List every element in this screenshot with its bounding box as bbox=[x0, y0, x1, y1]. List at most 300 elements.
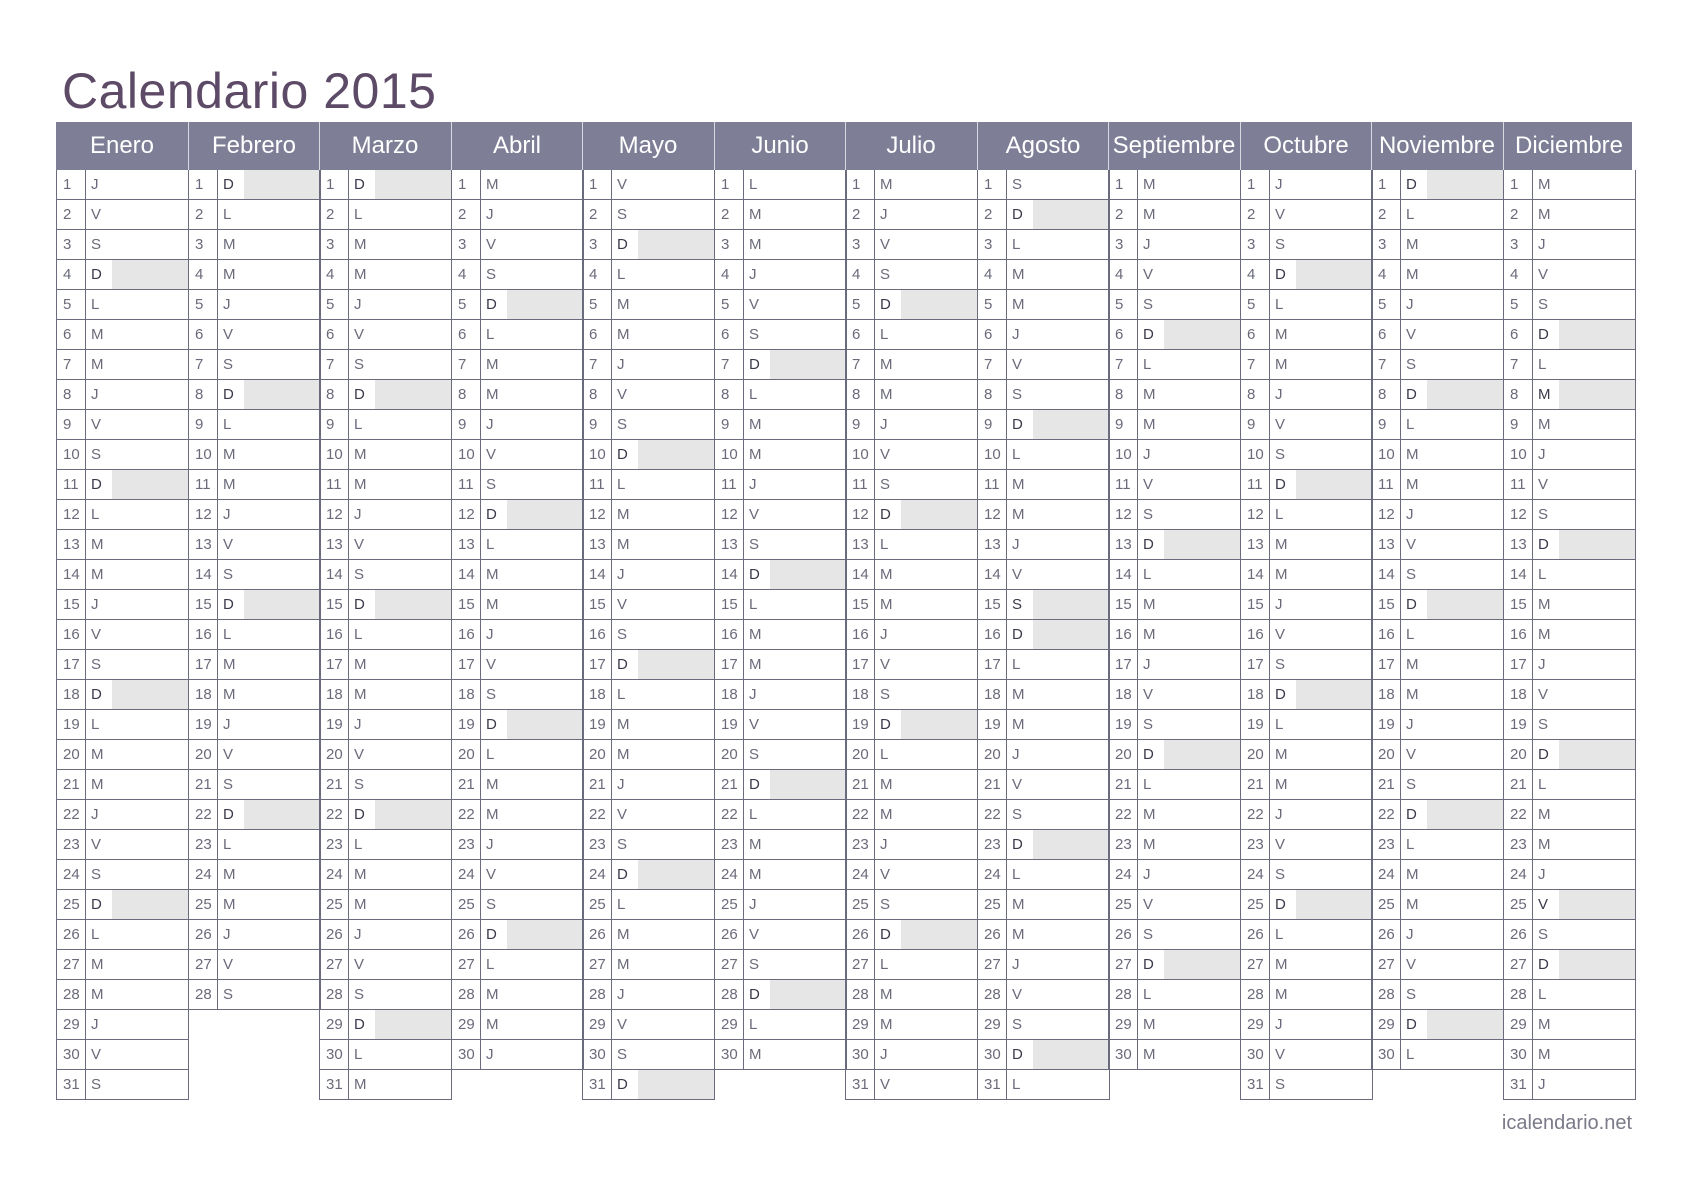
day-row bbox=[1503, 530, 1636, 560]
day-row bbox=[188, 290, 321, 320]
note-cell bbox=[375, 350, 451, 379]
cell-divider bbox=[1006, 260, 1007, 289]
day-row bbox=[451, 170, 584, 200]
cell-divider bbox=[217, 200, 218, 229]
note-cell bbox=[638, 770, 714, 799]
weekday-letter: S bbox=[1143, 926, 1154, 943]
weekday-letter: J bbox=[880, 626, 888, 643]
note-cell bbox=[1033, 380, 1109, 409]
day-row bbox=[188, 320, 321, 350]
day-row bbox=[1503, 620, 1636, 650]
cell-divider bbox=[743, 470, 744, 499]
weekday-letter: S bbox=[617, 626, 628, 643]
note-cell bbox=[1033, 260, 1109, 289]
day-row bbox=[1108, 920, 1241, 950]
note-cell bbox=[1033, 350, 1109, 379]
note-cell bbox=[638, 290, 714, 319]
month-header-bar bbox=[56, 122, 1632, 170]
note-cell bbox=[1033, 740, 1109, 769]
cell-divider bbox=[611, 1010, 612, 1039]
day-row bbox=[845, 620, 978, 650]
weekday-letter: M bbox=[880, 386, 893, 403]
day-row bbox=[1108, 410, 1241, 440]
day-row bbox=[56, 1040, 189, 1070]
note-cell bbox=[1033, 680, 1109, 709]
day-row bbox=[714, 260, 847, 290]
day-row bbox=[451, 560, 584, 590]
day-number: 1 bbox=[1510, 176, 1519, 193]
day-number: 27 bbox=[984, 956, 1001, 973]
day-number: 10 bbox=[326, 446, 343, 463]
note-cell bbox=[901, 290, 977, 319]
weekday-letter: L bbox=[749, 806, 758, 823]
note-cell bbox=[1559, 380, 1635, 409]
day-number: 6 bbox=[1510, 326, 1519, 343]
day-number: 7 bbox=[721, 356, 730, 373]
cell-divider bbox=[874, 770, 875, 799]
weekday-letter: M bbox=[486, 1016, 499, 1033]
note-cell bbox=[1033, 890, 1109, 919]
note-cell bbox=[638, 440, 714, 469]
weekday-letter: M bbox=[1143, 176, 1156, 193]
day-number: 26 bbox=[1247, 926, 1264, 943]
day-number: 1 bbox=[195, 176, 204, 193]
note-cell bbox=[1033, 200, 1109, 229]
cell-divider bbox=[217, 320, 218, 349]
note-cell bbox=[112, 710, 188, 739]
weekday-letter: V bbox=[354, 746, 365, 763]
day-number: 29 bbox=[852, 1016, 869, 1033]
cell-divider bbox=[611, 440, 612, 469]
note-cell bbox=[770, 590, 846, 619]
weekday-letter: S bbox=[749, 956, 760, 973]
day-row bbox=[582, 680, 715, 710]
day-number: 6 bbox=[1378, 326, 1387, 343]
day-row bbox=[582, 470, 715, 500]
day-row bbox=[1240, 380, 1373, 410]
note-cell bbox=[770, 1010, 846, 1039]
note-cell bbox=[375, 710, 451, 739]
note-cell bbox=[638, 710, 714, 739]
day-row bbox=[56, 320, 189, 350]
day-number: 20 bbox=[721, 746, 738, 763]
day-row bbox=[714, 830, 847, 860]
note-cell bbox=[507, 950, 583, 979]
weekday-letter: V bbox=[880, 866, 891, 883]
day-row bbox=[1371, 530, 1504, 560]
cell-divider bbox=[480, 530, 481, 559]
note-cell bbox=[1559, 200, 1635, 229]
day-row bbox=[1503, 710, 1636, 740]
weekday-letter: D bbox=[1275, 896, 1286, 913]
note-cell bbox=[1164, 350, 1240, 379]
note-cell bbox=[770, 710, 846, 739]
cell-divider bbox=[85, 590, 86, 619]
day-number: 16 bbox=[195, 626, 212, 643]
cell-divider bbox=[611, 410, 612, 439]
note-cell bbox=[901, 320, 977, 349]
day-number: 20 bbox=[326, 746, 343, 763]
day-number: 11 bbox=[458, 476, 474, 493]
day-number: 19 bbox=[1247, 716, 1264, 733]
day-row bbox=[1108, 800, 1241, 830]
day-number: 21 bbox=[589, 776, 606, 793]
cell-divider bbox=[348, 710, 349, 739]
day-number: 19 bbox=[63, 716, 80, 733]
day-number: 21 bbox=[1247, 776, 1264, 793]
note-cell bbox=[638, 800, 714, 829]
day-number: 18 bbox=[195, 686, 212, 703]
weekday-letter: L bbox=[749, 596, 758, 613]
note-cell bbox=[375, 830, 451, 859]
day-number: 4 bbox=[589, 266, 598, 283]
day-number: 13 bbox=[326, 536, 343, 553]
day-number: 13 bbox=[1510, 536, 1527, 553]
day-row bbox=[188, 950, 321, 980]
note-cell bbox=[638, 560, 714, 589]
day-number: 9 bbox=[721, 416, 730, 433]
day-number: 14 bbox=[1247, 566, 1264, 583]
day-row bbox=[319, 440, 452, 470]
cell-divider bbox=[1400, 680, 1401, 709]
day-row bbox=[188, 860, 321, 890]
day-row bbox=[714, 290, 847, 320]
note-cell bbox=[1427, 770, 1503, 799]
day-row bbox=[714, 170, 847, 200]
note-cell bbox=[1427, 560, 1503, 589]
cell-divider bbox=[874, 1070, 875, 1099]
day-number: 12 bbox=[721, 506, 738, 523]
note-cell bbox=[1164, 1010, 1240, 1039]
day-row bbox=[56, 650, 189, 680]
day-row bbox=[582, 230, 715, 260]
day-number: 22 bbox=[852, 806, 869, 823]
day-number: 11 bbox=[1378, 476, 1394, 493]
weekday-letter: J bbox=[1143, 656, 1151, 673]
note-cell bbox=[375, 320, 451, 349]
weekday-letter: S bbox=[749, 746, 760, 763]
day-row bbox=[845, 1040, 978, 1070]
weekday-letter: V bbox=[617, 806, 628, 823]
day-row bbox=[319, 350, 452, 380]
cell-divider bbox=[217, 290, 218, 319]
day-number: 3 bbox=[1247, 236, 1256, 253]
weekday-letter: M bbox=[91, 326, 104, 343]
day-row bbox=[582, 710, 715, 740]
weekday-letter: M bbox=[1143, 206, 1156, 223]
cell-divider bbox=[1137, 380, 1138, 409]
day-number: 18 bbox=[326, 686, 343, 703]
day-number: 22 bbox=[195, 806, 212, 823]
day-row bbox=[1371, 770, 1504, 800]
day-row bbox=[451, 1040, 584, 1070]
day-number: 23 bbox=[1510, 836, 1527, 853]
weekday-letter: V bbox=[1538, 896, 1549, 913]
day-number: 22 bbox=[63, 806, 80, 823]
day-row bbox=[319, 530, 452, 560]
day-number: 4 bbox=[1378, 266, 1387, 283]
day-row bbox=[1108, 350, 1241, 380]
note-cell bbox=[1296, 590, 1372, 619]
cell-divider bbox=[1400, 350, 1401, 379]
weekday-letter: D bbox=[354, 806, 365, 823]
cell-divider bbox=[1532, 650, 1533, 679]
cell-divider bbox=[1400, 1010, 1401, 1039]
day-number: 1 bbox=[721, 176, 730, 193]
day-row bbox=[319, 560, 452, 590]
day-number: 29 bbox=[63, 1016, 80, 1033]
cell-divider bbox=[480, 620, 481, 649]
cell-divider bbox=[217, 410, 218, 439]
note-cell bbox=[375, 560, 451, 589]
weekday-letter: V bbox=[1012, 776, 1023, 793]
note-cell bbox=[507, 860, 583, 889]
day-number: 15 bbox=[63, 596, 80, 613]
note-cell bbox=[901, 560, 977, 589]
day-number: 29 bbox=[1378, 1016, 1395, 1033]
cell-divider bbox=[1137, 980, 1138, 1009]
day-number: 25 bbox=[195, 896, 212, 913]
cell-divider bbox=[1400, 530, 1401, 559]
note-cell bbox=[1427, 170, 1503, 199]
weekday-letter: D bbox=[486, 716, 497, 733]
day-row bbox=[582, 410, 715, 440]
day-number: 7 bbox=[458, 356, 467, 373]
day-row bbox=[1371, 200, 1504, 230]
day-row bbox=[451, 950, 584, 980]
cell-divider bbox=[1006, 290, 1007, 319]
weekday-letter: V bbox=[617, 176, 628, 193]
cell-divider bbox=[480, 650, 481, 679]
weekday-letter: M bbox=[617, 926, 630, 943]
note-cell bbox=[112, 920, 188, 949]
day-number: 8 bbox=[589, 386, 598, 403]
cell-divider bbox=[1269, 710, 1270, 739]
note-cell bbox=[507, 740, 583, 769]
note-cell bbox=[1164, 650, 1240, 679]
note-cell bbox=[1296, 260, 1372, 289]
weekday-letter: D bbox=[1538, 746, 1549, 763]
weekday-letter: S bbox=[1538, 926, 1549, 943]
cell-divider bbox=[611, 500, 612, 529]
cell-divider bbox=[743, 860, 744, 889]
weekday-letter: V bbox=[1143, 476, 1154, 493]
weekday-letter: S bbox=[354, 776, 365, 793]
note-cell bbox=[1033, 980, 1109, 1009]
cell-divider bbox=[611, 590, 612, 619]
note-cell bbox=[901, 230, 977, 259]
day-number: 2 bbox=[458, 206, 467, 223]
weekday-letter: V bbox=[486, 656, 497, 673]
note-cell bbox=[901, 830, 977, 859]
note-cell bbox=[638, 170, 714, 199]
note-cell bbox=[770, 620, 846, 649]
day-number: 21 bbox=[984, 776, 1001, 793]
day-number: 12 bbox=[589, 506, 606, 523]
day-number: 2 bbox=[195, 206, 204, 223]
cell-divider bbox=[480, 320, 481, 349]
weekday-letter: S bbox=[354, 986, 365, 1003]
cell-divider bbox=[348, 890, 349, 919]
day-row bbox=[1371, 890, 1504, 920]
cell-divider bbox=[348, 440, 349, 469]
day-number: 24 bbox=[1378, 866, 1395, 883]
day-number: 20 bbox=[1510, 746, 1527, 763]
note-cell bbox=[1427, 290, 1503, 319]
weekday-letter: L bbox=[880, 326, 889, 343]
cell-divider bbox=[611, 650, 612, 679]
day-row bbox=[1371, 860, 1504, 890]
day-number: 16 bbox=[1378, 626, 1395, 643]
day-number: 19 bbox=[721, 716, 738, 733]
weekday-letter: M bbox=[91, 746, 104, 763]
day-row bbox=[845, 830, 978, 860]
note-cell bbox=[1033, 1010, 1109, 1039]
weekday-letter: M bbox=[91, 536, 104, 553]
weekday-letter: S bbox=[91, 866, 102, 883]
day-row bbox=[977, 620, 1110, 650]
cell-divider bbox=[1137, 890, 1138, 919]
day-row bbox=[1371, 920, 1504, 950]
day-row bbox=[451, 1010, 584, 1040]
day-number: 16 bbox=[63, 626, 80, 643]
day-row bbox=[582, 590, 715, 620]
note-cell bbox=[1033, 920, 1109, 949]
day-row bbox=[1503, 230, 1636, 260]
weekday-letter: M bbox=[1406, 896, 1419, 913]
cell-divider bbox=[348, 980, 349, 1009]
cell-divider bbox=[1006, 800, 1007, 829]
cell-divider bbox=[217, 500, 218, 529]
weekday-letter: M bbox=[354, 686, 367, 703]
day-row bbox=[1108, 740, 1241, 770]
day-number: 2 bbox=[326, 206, 335, 223]
day-number: 23 bbox=[63, 836, 80, 853]
weekday-letter: L bbox=[749, 1016, 758, 1033]
day-number: 4 bbox=[721, 266, 730, 283]
day-number: 29 bbox=[589, 1016, 606, 1033]
weekday-letter: D bbox=[91, 266, 102, 283]
cell-divider bbox=[1400, 320, 1401, 349]
weekday-letter: M bbox=[354, 266, 367, 283]
weekday-letter: S bbox=[880, 266, 891, 283]
note-cell bbox=[1296, 770, 1372, 799]
cell-divider bbox=[743, 710, 744, 739]
day-number: 14 bbox=[1115, 566, 1132, 583]
day-row bbox=[1503, 1070, 1636, 1100]
note-cell bbox=[1164, 620, 1240, 649]
day-row bbox=[56, 440, 189, 470]
cell-divider bbox=[1400, 980, 1401, 1009]
day-row bbox=[319, 950, 452, 980]
day-number: 9 bbox=[1378, 416, 1387, 433]
weekday-letter: D bbox=[354, 386, 365, 403]
weekday-letter: J bbox=[1012, 536, 1020, 553]
day-row bbox=[1503, 740, 1636, 770]
weekday-letter: S bbox=[617, 836, 628, 853]
day-row bbox=[977, 950, 1110, 980]
day-row bbox=[582, 800, 715, 830]
cell-divider bbox=[1400, 470, 1401, 499]
day-number: 21 bbox=[852, 776, 869, 793]
weekday-letter: L bbox=[1012, 656, 1021, 673]
day-row bbox=[56, 380, 189, 410]
day-number: 28 bbox=[1247, 986, 1264, 1003]
note-cell bbox=[244, 260, 320, 289]
weekday-letter: D bbox=[1406, 596, 1417, 613]
note-cell bbox=[1033, 500, 1109, 529]
day-number: 17 bbox=[63, 656, 80, 673]
cell-divider bbox=[1137, 410, 1138, 439]
day-number: 19 bbox=[1510, 716, 1527, 733]
cell-divider bbox=[1400, 200, 1401, 229]
weekday-letter: V bbox=[91, 1046, 102, 1063]
note-cell bbox=[375, 650, 451, 679]
day-number: 31 bbox=[1510, 1076, 1527, 1093]
day-row bbox=[56, 920, 189, 950]
cell-divider bbox=[1006, 470, 1007, 499]
weekday-letter: J bbox=[486, 626, 494, 643]
note-cell bbox=[112, 770, 188, 799]
day-number: 8 bbox=[458, 386, 467, 403]
note-cell bbox=[901, 260, 977, 289]
weekday-letter: M bbox=[486, 176, 499, 193]
day-row bbox=[714, 740, 847, 770]
note-cell bbox=[1427, 440, 1503, 469]
day-number: 1 bbox=[1115, 176, 1124, 193]
cell-divider bbox=[1137, 1040, 1138, 1069]
cell-divider bbox=[1400, 380, 1401, 409]
note-cell bbox=[901, 170, 977, 199]
day-number: 13 bbox=[1115, 536, 1132, 553]
cell-divider bbox=[1006, 920, 1007, 949]
note-cell bbox=[1296, 950, 1372, 979]
weekday-letter: M bbox=[617, 296, 630, 313]
day-number: 3 bbox=[63, 236, 72, 253]
day-number: 6 bbox=[458, 326, 467, 343]
month-header-agosto: Agosto bbox=[1005, 132, 1081, 159]
note-cell bbox=[901, 650, 977, 679]
cell-divider bbox=[1400, 230, 1401, 259]
note-cell bbox=[507, 1010, 583, 1039]
note-cell bbox=[1164, 920, 1240, 949]
day-number: 30 bbox=[1378, 1046, 1395, 1063]
day-row bbox=[714, 590, 847, 620]
day-number: 31 bbox=[852, 1076, 869, 1093]
cell-divider bbox=[874, 500, 875, 529]
day-number: 16 bbox=[589, 626, 606, 643]
note-cell bbox=[375, 860, 451, 889]
cell-divider bbox=[1137, 650, 1138, 679]
weekday-letter: M bbox=[1538, 806, 1551, 823]
weekday-letter: M bbox=[1275, 776, 1288, 793]
note-cell bbox=[244, 470, 320, 499]
note-cell bbox=[507, 260, 583, 289]
cell-divider bbox=[348, 1010, 349, 1039]
note-cell bbox=[770, 560, 846, 589]
day-number: 29 bbox=[984, 1016, 1001, 1033]
day-row bbox=[714, 470, 847, 500]
note-cell bbox=[638, 890, 714, 919]
day-number: 3 bbox=[721, 236, 730, 253]
cell-divider bbox=[1532, 620, 1533, 649]
day-row bbox=[1108, 1010, 1241, 1040]
cell-divider bbox=[874, 260, 875, 289]
day-row bbox=[56, 470, 189, 500]
day-number: 18 bbox=[589, 686, 606, 703]
day-row bbox=[1503, 890, 1636, 920]
note-cell bbox=[1033, 770, 1109, 799]
